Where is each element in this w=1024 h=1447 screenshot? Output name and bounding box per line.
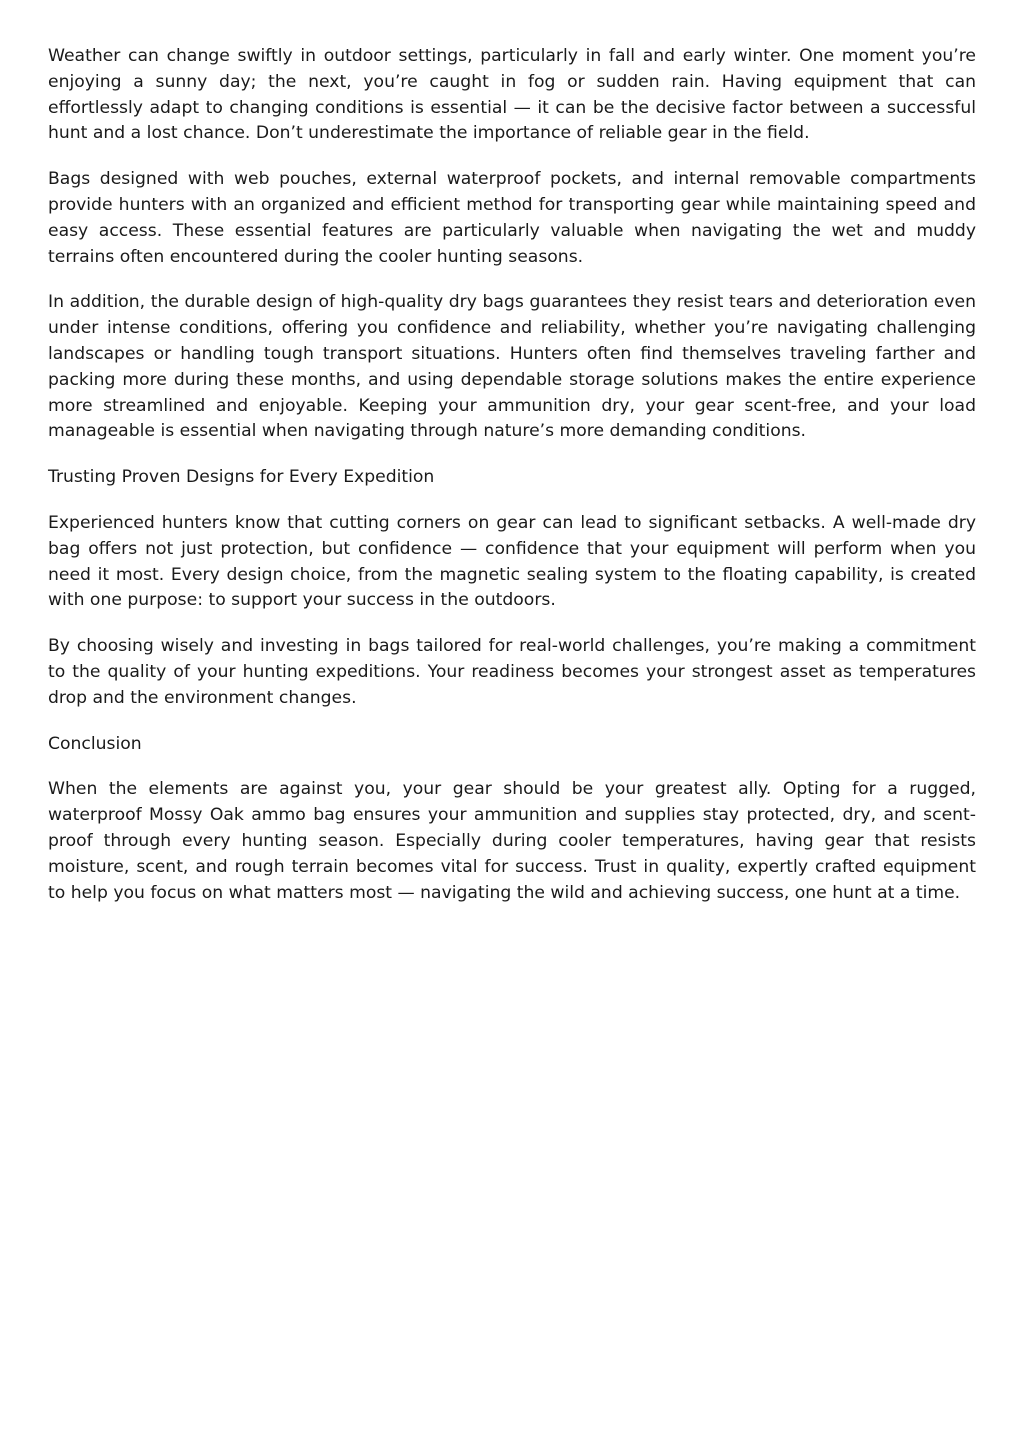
paragraph-weather: Weather can change swiftly in outdoor settings, particularly in fall and early winter. One moment you’re enjoying a sunny day; the next, you’re caught in fog or sudden rain. Having equipment that can effortlessly adapt to changing conditions is essential — it can be the decisive factor between a successful hunt and a lost chance. Don’t underestimate the importance of reliable gear in the field. xyxy=(48,46,976,144)
paragraph-experienced-hunters: Experienced hunters know that cutting corners on gear can lead to significant setbacks. A well-made dry bag offers not just protection, but confidence — confidence that your equipment will perform when you need it most. Every design choice, from the magnetic sealing system to the floating capability, is created with one purpose: to support your success in the outdoors. xyxy=(48,512,976,611)
paragraph-durability: In addition, the durable design of high-quality dry bags guarantees they resist tears and deterioration even under intense conditions, offering you confidence and reliability, whether you’re navigating challenging landscapes or handling tough transport situations. Hunters often find themselves traveling farther and packing more during these months, and using dependable storage solutions makes the entire experience more streamlined and enjoyable. Keeping your ammunition dry, your gear scent-free, and your load manageable is essential when navigating through nature’s more demanding conditions. xyxy=(48,292,976,442)
paragraph-bag-features: Bags designed with web pouches, external waterproof pockets, and internal removable compartments provide hunters with an organized and efficient method for transporting gear while maintaining speed and easy access. These essential features are particularly valuable when navigating the wet and muddy terrains often encountered during the cooler hunting seasons. xyxy=(48,169,976,267)
section-heading-conclusion: Conclusion xyxy=(48,733,142,754)
section-heading-trusting-designs: Trusting Proven Designs for Every Expedition xyxy=(48,467,435,488)
paragraph-conclusion: When the elements are against you, your gear should be your greatest ally. Opting for a rugged, waterproof Mossy Oak ammo bag ensures your ammunition and supplies stay protected, dry, and scent-proof through every hunting season. Especially during cooler temperatures, having gear that resists moisture, scent, and rough terrain becomes vital for success. Trust in quality, expertly crafted equipment to help you focus on what matters most — navigating the wild and achieving success, one hunt at a time. xyxy=(48,779,976,903)
paragraph-choosing-wisely: By choosing wisely and investing in bags tailored for real-world challenges, you’re making a commitment to the quality of your hunting expeditions. Your readiness becomes your strongest asset as temperatures drop and the environment changes. xyxy=(48,636,976,708)
